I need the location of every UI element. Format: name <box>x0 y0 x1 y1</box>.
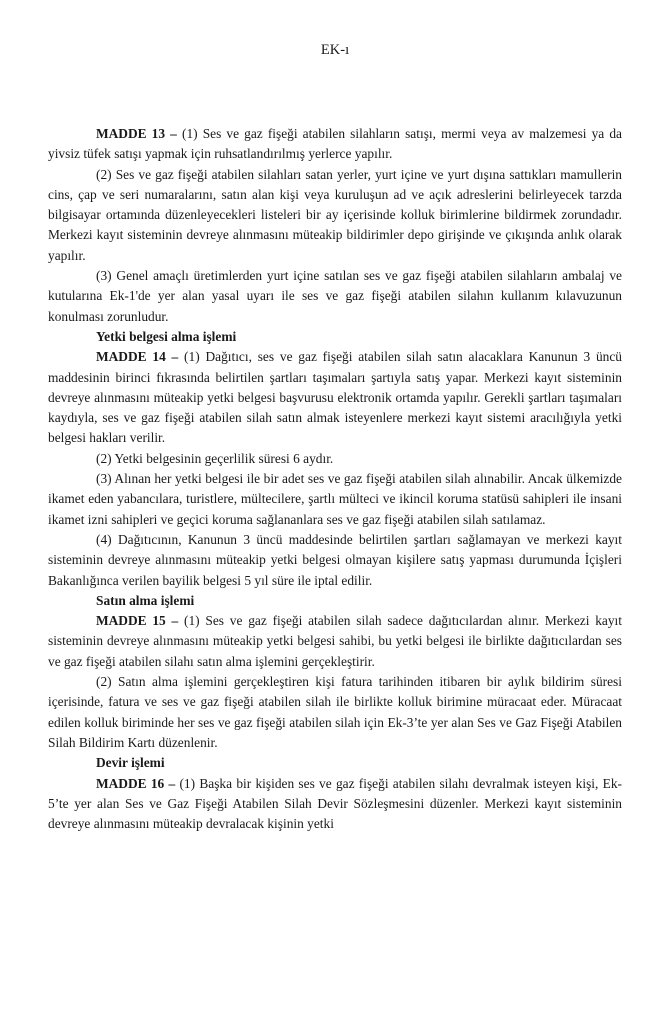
article-14-p1-text: (1) Dağıtıcı, ses ve gaz fişeği atabilen silah satın alacaklara Kanunun 3 üncü maddesinin birinci fıkrasında belirtilen şartları taşımaları şartıyla satış yapar. Merkezi kayıt sisteminin devreye alınmasını müteakip yetki belgesi başvurusu elektronik ortamda yapılır. Gerekli şartları taşımaları kaydıyla, ses ve gaz fişeği atabilen silah satın almak isteyenlere merkezi kayıt sistemi aracılığıyla yetki belgesi hakları verilir. <box>48 349 622 446</box>
article-14-paragraph-2: (2) Yetki belgesinin geçerlilik süresi 6 aydır. <box>96 450 334 466</box>
article-16-p1-text: (1) Başka bir kişiden ses ve gaz fişeği atabilen silahı devralmak isteyen kişi, Ek-5’te yer alan Ses ve Gaz Fişeği Atabilen Silah Devir Sözleşmesini düzenler. Merkezi kayıt sisteminin devreye alınmasını müteakip devralacak kişinin yetki <box>48 775 622 832</box>
article-14-paragraph-4: (4) Dağıtıcının, Kanunun 3 üncü maddesinde belirtilen şartları sağlamayan ve merkezi kayıt sisteminin devreye alınmasını müteakip yetki belgesi olmayan kişilere satış yapması durumunda İçişleri Bakanlığınca verilen bayilik belgesi 5 yıl süre ile iptal edilir. <box>48 531 622 588</box>
article-13-paragraph-2: (2) Ses ve gaz fişeği atabilen silahları satan yerler, yurt içine ve yurt dışına sattıkları mamullerin cins, çap ve seri numaralarını, satın alan kişi veya kuruluşun ad ve açık adreslerini belirleyecek tarzda bilgisayar ortamında düzenleyecekleri listeleri bir ay içerisinde kolluk birimlerine bildirmek zorundadır. Merkezi kayıt sisteminin devreye alınmasını müteakip bildirimler depo girişinde ve çıkışında anlık olarak yapılır. <box>48 166 622 263</box>
article-13-label: MADDE 13 – <box>96 126 177 141</box>
section-heading-devir: Devir işlemi <box>96 755 165 771</box>
section-heading-yetki-belgesi: Yetki belgesi alma işlemi <box>96 328 237 344</box>
article-13-paragraph-3: (3) Genel amaçlı üretimlerden yurt içine satılan ses ve gaz fişeği atabilen silahların ambalaj ve kutularına Ek-1'de yer alan yasal uyarı ile ses ve gaz fişeği atabilen silahın kullanım kılavuzunun konulması zorunludur. <box>48 268 622 324</box>
section-heading-satin-alma: Satın alma işlemi <box>96 592 195 608</box>
article-16-label: MADDE 16 – <box>96 775 176 791</box>
article-15-label: MADDE 15 – <box>96 613 179 629</box>
page-header: EK-ı <box>320 42 350 58</box>
article-15-paragraph-1 <box>48 611 622 672</box>
article-14-label: MADDE 14 – <box>96 349 179 365</box>
article-15-p1-text: (1) Ses ve gaz fişeği atabilen silah sadece dağıtıcılardan alınır. Merkezi kayıt sisteminin devreye alınmasını müteakip yetki belgesi sahibi, bu yetki belgesi ile birlikte dağıtıcılardan ses ve gaz fişeği atabilen silahı satın alma işlemini gerçekleştirir. <box>48 613 622 669</box>
article-13-p1-text: (1) Ses ve gaz fişeği atabilen silahların satışı, mermi veya av malzemesi ya da yivsiz tüfek satışı yapmak için ruhsatlandırılmış yerlerce yapılır. <box>48 126 622 162</box>
article-16-paragraph-1 <box>48 774 622 835</box>
article-13-paragraph-1 <box>48 124 622 165</box>
document-body <box>48 124 622 834</box>
article-14-paragraph-3: (3) Alınan her yetki belgesi ile bir adet ses ve gaz fişeği atabilen silah alınabilir. Ancak ülkemizde ikamet eden yabancılara, turistlere, mültecilere, şartlı mülteci ve ikincil koruma statüsü sahipleri ile insani ikamet izni sahipleri ve geçici koruma sağlananlara ses ve gaz fişeği atabilen silah satılamaz. <box>48 471 622 527</box>
article-14-paragraph-1 <box>48 347 622 448</box>
article-15-paragraph-2: (2) Satın alma işlemini gerçekleştiren kişi fatura tarihinden itibaren bir aylık bildirim süresi içerisinde, fatura ve ses ve gaz fişeği atabilen silah ile birlikte kolluk birimine müracaat eder. Müracaat edilen kolluk biriminde her ses ve gaz fişeği atabilen silah için Ek-3’te yer alan Ses ve Gaz Fişeği Atabilen Silah Bildirim Kartı düzenlenir. <box>48 674 622 750</box>
